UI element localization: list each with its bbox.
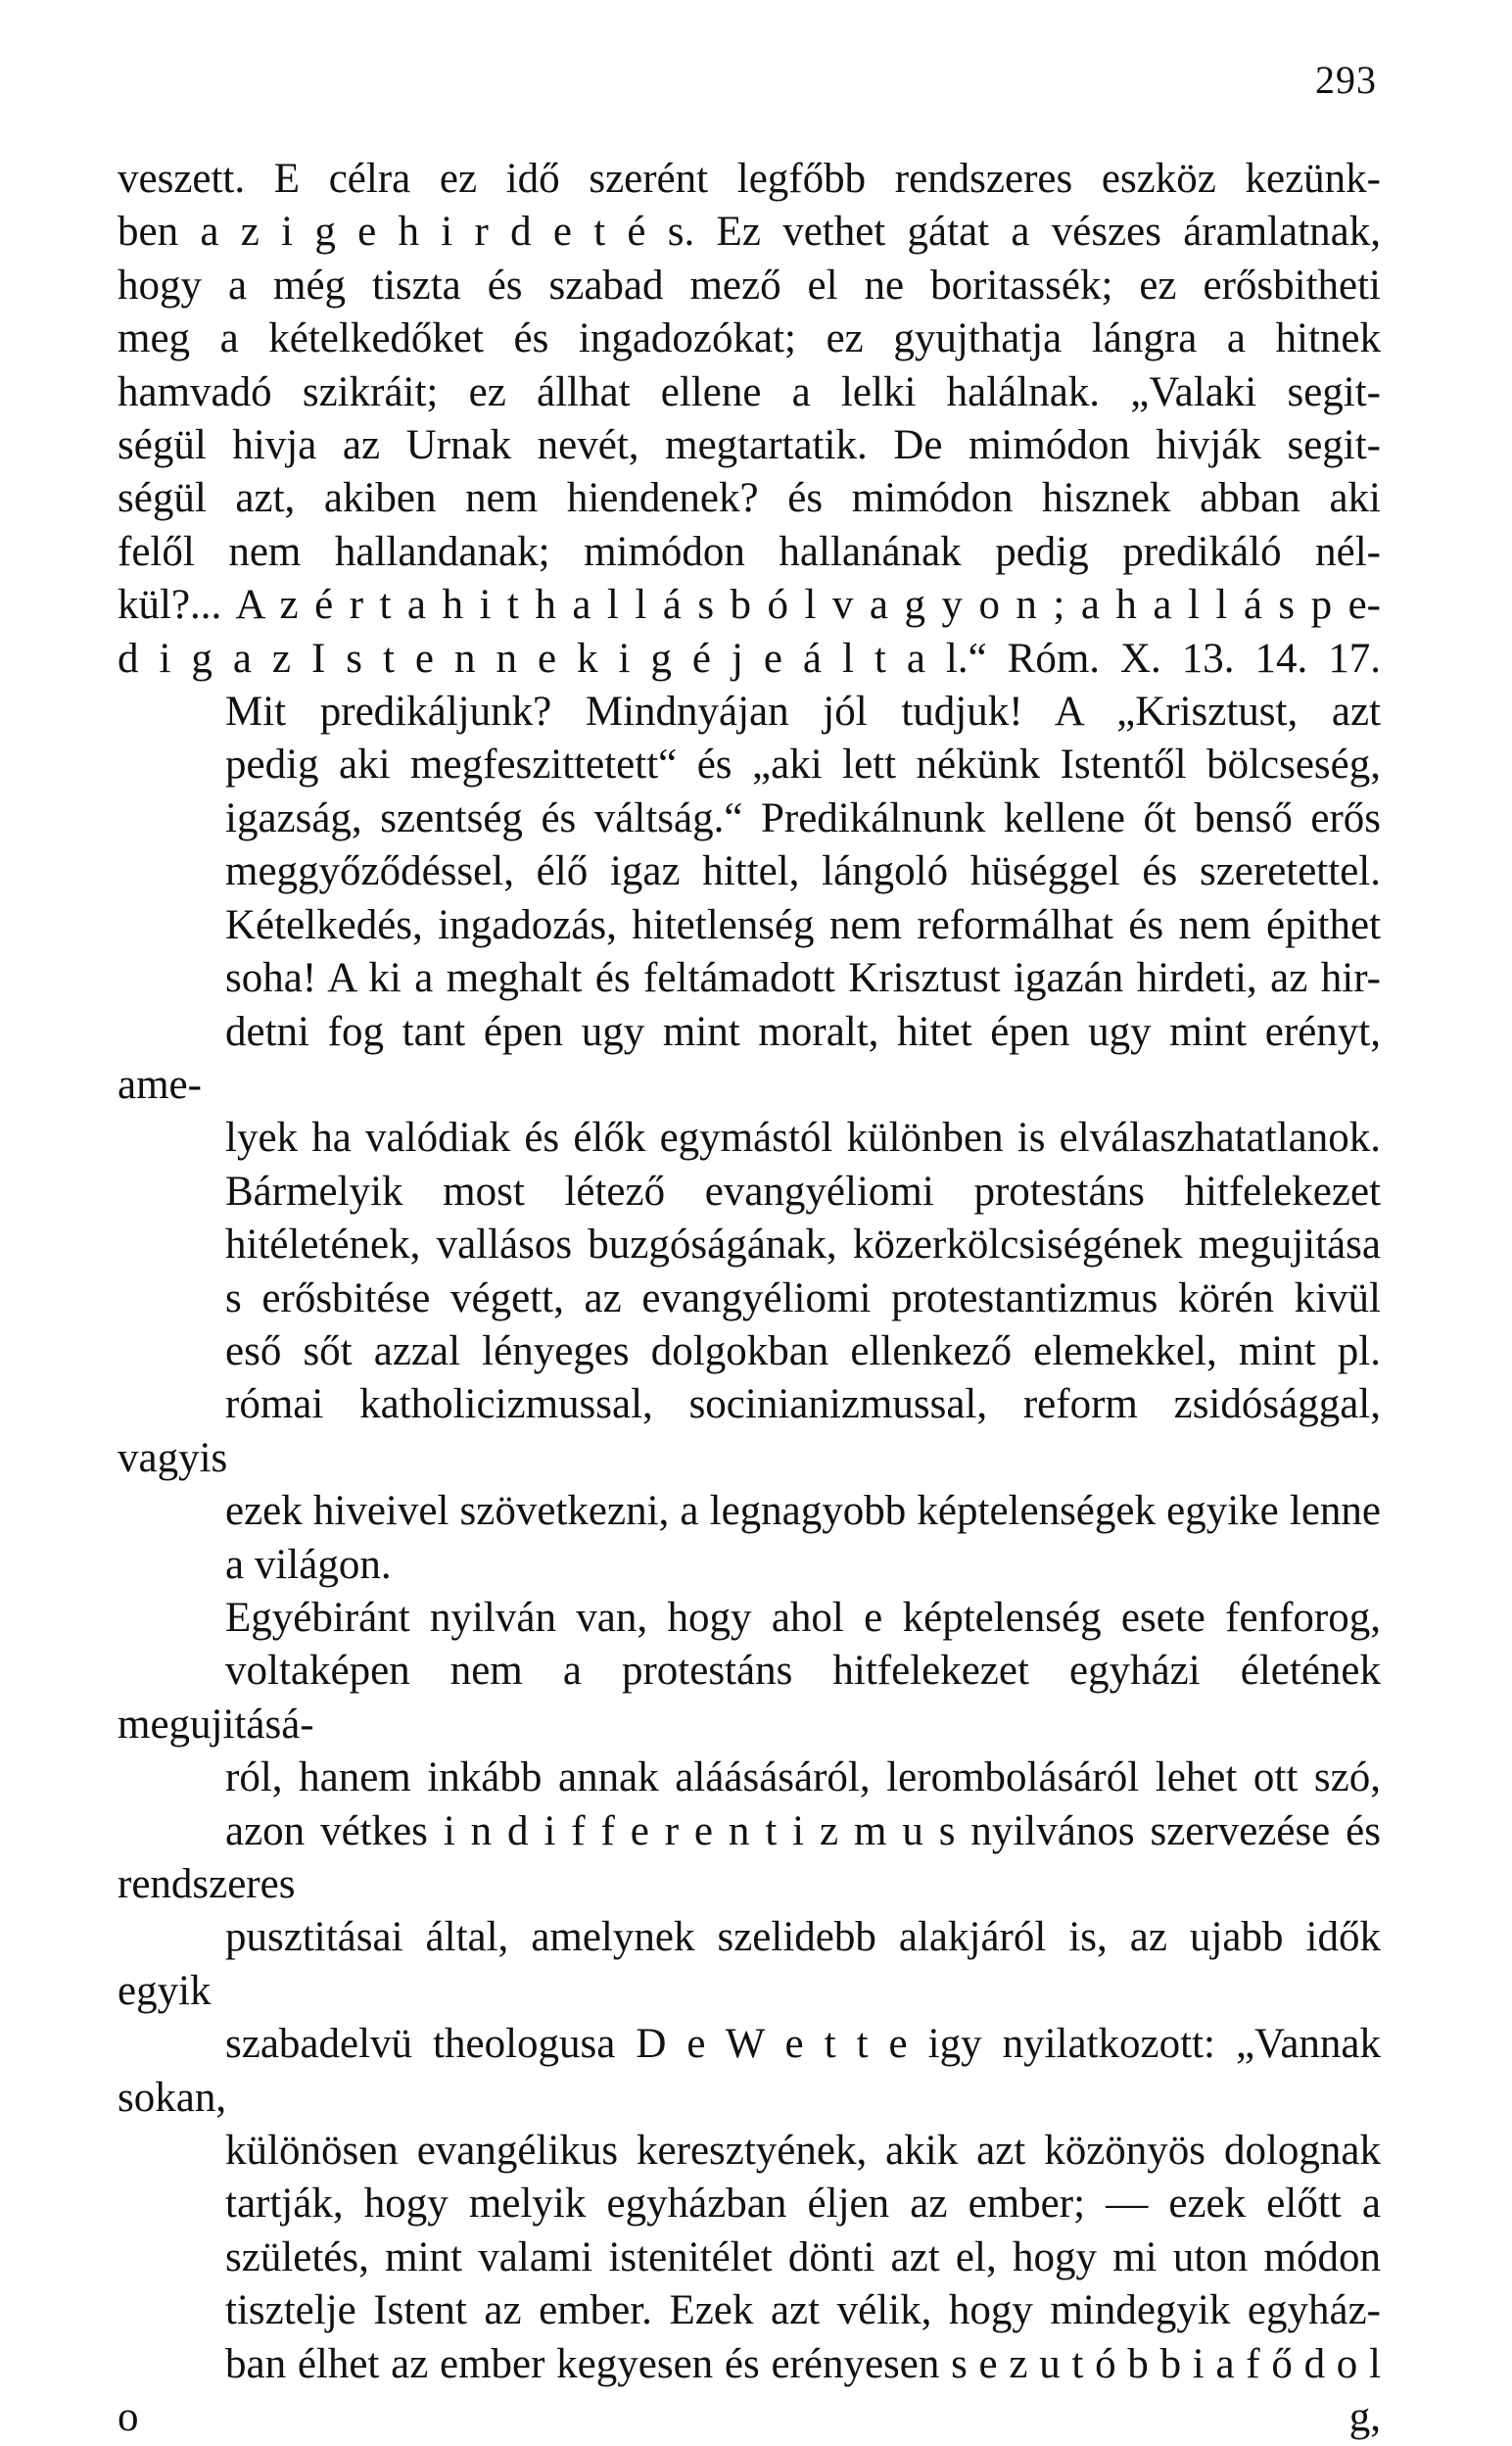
text-line: azon vétkes i n d i f f e r e n t i z m u s nyilvános szervezése és rendszeres [118, 1807, 1381, 1907]
text-line: tartják, hogy melyik egyházban éljen az ember; — ezek előtt a [225, 2181, 1381, 2228]
text-line: hamvadó szikráit; ez állhat ellene a lelki halálnak. „Valaki segit- [118, 368, 1381, 415]
text-line: voltaképen nem a protestáns hitfelekezet egyházi életének megujitásá- [118, 1648, 1381, 1748]
text-line: soha! A ki a meghalt és feltámadott Krisztust igazán hirdeti, az hir- [225, 955, 1381, 1002]
text-line: lyek ha valódiak és élők egymástól különben is elválaszhatatlanok. [225, 1115, 1381, 1162]
text-line: ségül hivja az Urnak nevét, megtartatik. De mimódon hivják segit- [118, 422, 1381, 469]
text-line: veszett. E célra ez idő szerént legfőbb rendszeres eszköz kezünk- [118, 156, 1381, 202]
text-line: születés, mint valami istenitélet dönti azt el, hogy mi uton módon [225, 2233, 1381, 2280]
text-line: tisztelje Istent az ember. Ezek azt vélik, hogy mindegyik egyház- [225, 2287, 1381, 2334]
text-line: hitéletének, vallásos buzgóságának, közerkölcsiségének megujitása [225, 1222, 1381, 1269]
paragraph-1 [118, 153, 1381, 686]
text-line: különösen evangélikus keresztyének, akik azt közönyös dolognak [225, 2128, 1381, 2175]
text-line: ben a z i g e h i r d e t é s. Ez vethet gátat a vészes áramlatnak, [118, 209, 1381, 256]
text-line: felől nem hallandanak; mimódon hallanának pedig predikáló nél- [118, 528, 1381, 575]
text-line: pedig aki megfeszittetett“ és „aki lett nékünk Istentől bölcseség, [225, 742, 1381, 789]
text-line: ezek hiveivel szövetkezni, a legnagyobb képtelenségek egyike lenne [225, 1488, 1381, 1535]
text-line: eső sőt azzal lényeges dolgokban ellenkező elemekkel, mint pl. [225, 1327, 1381, 1374]
page-number: 293 [1315, 58, 1377, 102]
text-line: ról, hanem inkább annak aláásásáról, lerombolásáról lehet ott szó, [225, 1754, 1381, 1801]
text-line: a világon. [225, 1541, 392, 1588]
text-line: ségül azt, akiben nem hiendenek? és mimódon hisznek abban aki [118, 475, 1381, 522]
text-line: Bármelyik most létező evangyéliomi protestáns hitfelekezet [225, 1168, 1381, 1215]
text-line: d i g a z I s t e n n e k i g é j e á l t a l.“ Róm. X. 13. 14. 17. [118, 635, 1381, 682]
text-line: hogy a még tiszta és szabad mező el ne boritassék; ez erősbitheti [118, 262, 1381, 309]
body-text [118, 153, 1381, 2444]
paragraph-2 [118, 686, 1381, 1166]
text-line: Kételkedés, ingadozás, hitetlenség nem reformálhat és nem épithet [225, 901, 1381, 948]
text-line: meggyőződéssel, élő igaz hittel, lángoló hüséggel és szeretettel. [225, 848, 1381, 895]
paragraph-3 [118, 1166, 1381, 1592]
text-line: római katholicizmussal, socinianizmussal, reform zsidósággal, vagyis [118, 1381, 1381, 1481]
text-line: kül?... A z é r t a h i t h a l l á s b ó l v a g y o n ; a h a l l á s p e- [118, 582, 1381, 629]
text-line: Egyébiránt nyilván van, hogy ahol e képtelenség esete fenforog, [225, 1594, 1381, 1641]
text-line: meg a kételkedőket és ingadozókat; ez gyujthatja lángra a hitnek [118, 315, 1381, 362]
paragraph-4 [118, 1592, 1381, 2445]
text-line: igazság, szentség és váltság.“ Predikálnunk kellene őt benső erős [225, 794, 1381, 841]
text-line: detni fog tant épen ugy mint moralt, hitet épen ugy mint erényt, ame- [118, 1008, 1381, 1108]
text-line: pusztitásai által, amelynek szelidebb alakjáról is, az ujabb idők egyik [118, 1914, 1381, 2014]
text-line: Mit predikáljunk? Mindnyájan jól tudjuk! A „Krisztust, azt [225, 689, 1381, 736]
text-line: szabadelvü theologusa D e W e t t e igy nyilatkozott: „Vannak sokan, [118, 2021, 1381, 2121]
text-line: s erősbitése végett, az evangyéliomi protestantizmus körén kivül [225, 1274, 1381, 1321]
text-line: ban élhet az ember kegyesen és erényesen s e z u t ó b b i a f ő d o l o g, [118, 2340, 1381, 2441]
